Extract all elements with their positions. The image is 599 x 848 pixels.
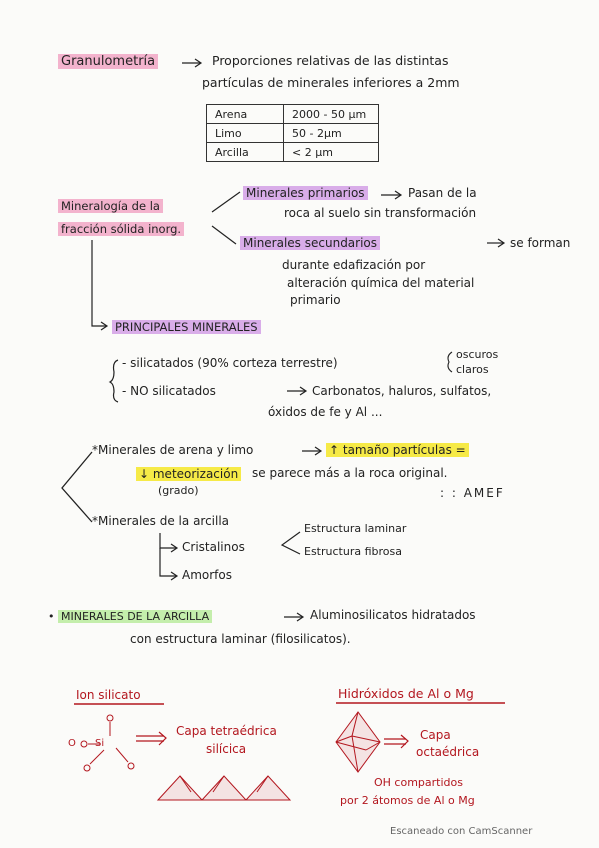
primarios-desc-line1: Pasan de la	[408, 186, 477, 200]
secundarios-desc-line4: primario	[290, 293, 341, 307]
secundarios-label: Minerales secundarios	[240, 236, 380, 250]
cristalinos-label: Cristalinos	[182, 540, 245, 554]
capa-tetraedrica-line2: silícica	[206, 742, 247, 756]
mineralogia-term-line2: fracción sólida inorg.	[58, 222, 184, 236]
minerales-arcilla-desc-line1: Aluminosilicatos hidratados	[310, 608, 476, 622]
primarios-desc-line2: roca al suelo sin transformación	[284, 206, 477, 220]
table-row	[207, 143, 379, 162]
principales-title: PRINCIPALES MINERALES	[112, 320, 261, 334]
secundarios-desc-line2: durante edafización por	[282, 258, 426, 272]
meteorizacion-desc: se parece más a la roca original.	[252, 466, 448, 480]
tamano-particulas: ↑ tamaño partículas =	[326, 443, 469, 457]
silicon-atom-label: Si	[95, 738, 105, 749]
hidroxidos-title: Hidróxidos de Al o Mg	[338, 686, 474, 701]
silicatados-type-claros: claros	[456, 363, 489, 376]
no-silicatados-line: - NO silicatados	[122, 384, 216, 398]
table-cell-size: < 2 μm	[284, 143, 379, 162]
estructura-laminar-label: Estructura laminar	[304, 522, 407, 535]
table-row	[207, 105, 379, 124]
table-cell-size: 50 - 2μm	[284, 124, 379, 143]
table-cell-name: Limo	[207, 124, 284, 143]
oh-compartidos-line1: OH compartidos	[374, 776, 463, 789]
table-row	[207, 124, 379, 143]
capa-octaedrica-line2: octaédrica	[416, 745, 480, 759]
table-cell-size: 2000 - 50 μm	[284, 105, 379, 124]
arcilla-label: *Minerales de la arcilla	[92, 514, 230, 528]
secundarios-desc-line3: alteración química del material	[287, 276, 475, 290]
amef-label: : : AMEF	[440, 486, 505, 500]
silicatados-type-oscuros: oscuros	[456, 348, 499, 361]
table-cell-name: Arena	[207, 105, 284, 124]
oh-compartidos-line2: por 2 átomos de Al o Mg	[340, 794, 475, 807]
capa-tetraedrica-line1: Capa tetraédrica	[176, 724, 277, 738]
granulometria-definition-line1: Proporciones relativas de las distintas	[212, 53, 449, 68]
arena-limo-label: *Minerales de arena y limo	[92, 443, 254, 457]
mineralogia-term-line1: Mineralogía de la	[58, 199, 163, 213]
no-silicatados-desc-line2: óxidos de fe y Al ...	[268, 405, 383, 419]
amorfos-label: Amorfos	[182, 568, 232, 582]
granulometria-term: Granulometría	[58, 54, 158, 69]
silicatados-line: - silicatados (90% corteza terrestre)	[122, 356, 338, 370]
no-silicatados-desc-line1: Carbonatos, haluros, sulfatos,	[312, 384, 492, 398]
estructura-fibrosa-label: Estructura fibrosa	[304, 545, 402, 558]
oxygen-atom-label: O	[68, 738, 76, 749]
minerales-arcilla-term: • MINERALES DE LA ARCILLA	[48, 610, 212, 623]
grado-label: (grado)	[158, 484, 199, 497]
granulometria-table	[206, 104, 379, 162]
secundarios-desc-line1: se forman	[510, 236, 571, 250]
scanner-watermark: Escaneado con CamScanner	[390, 826, 533, 837]
ion-silicato-title: Ion silicato	[76, 688, 141, 702]
granulometria-definition-line2: partículas de minerales inferiores a 2mm	[202, 75, 460, 90]
table-cell-name: Arcilla	[207, 143, 284, 162]
minerales-arcilla-desc-line2: con estructura laminar (filosilicatos).	[130, 632, 351, 646]
primarios-label: Minerales primarios	[243, 186, 368, 200]
meteorizacion-label: ↓ meteorización	[136, 467, 241, 481]
capa-octaedrica-line1: Capa	[420, 728, 451, 742]
